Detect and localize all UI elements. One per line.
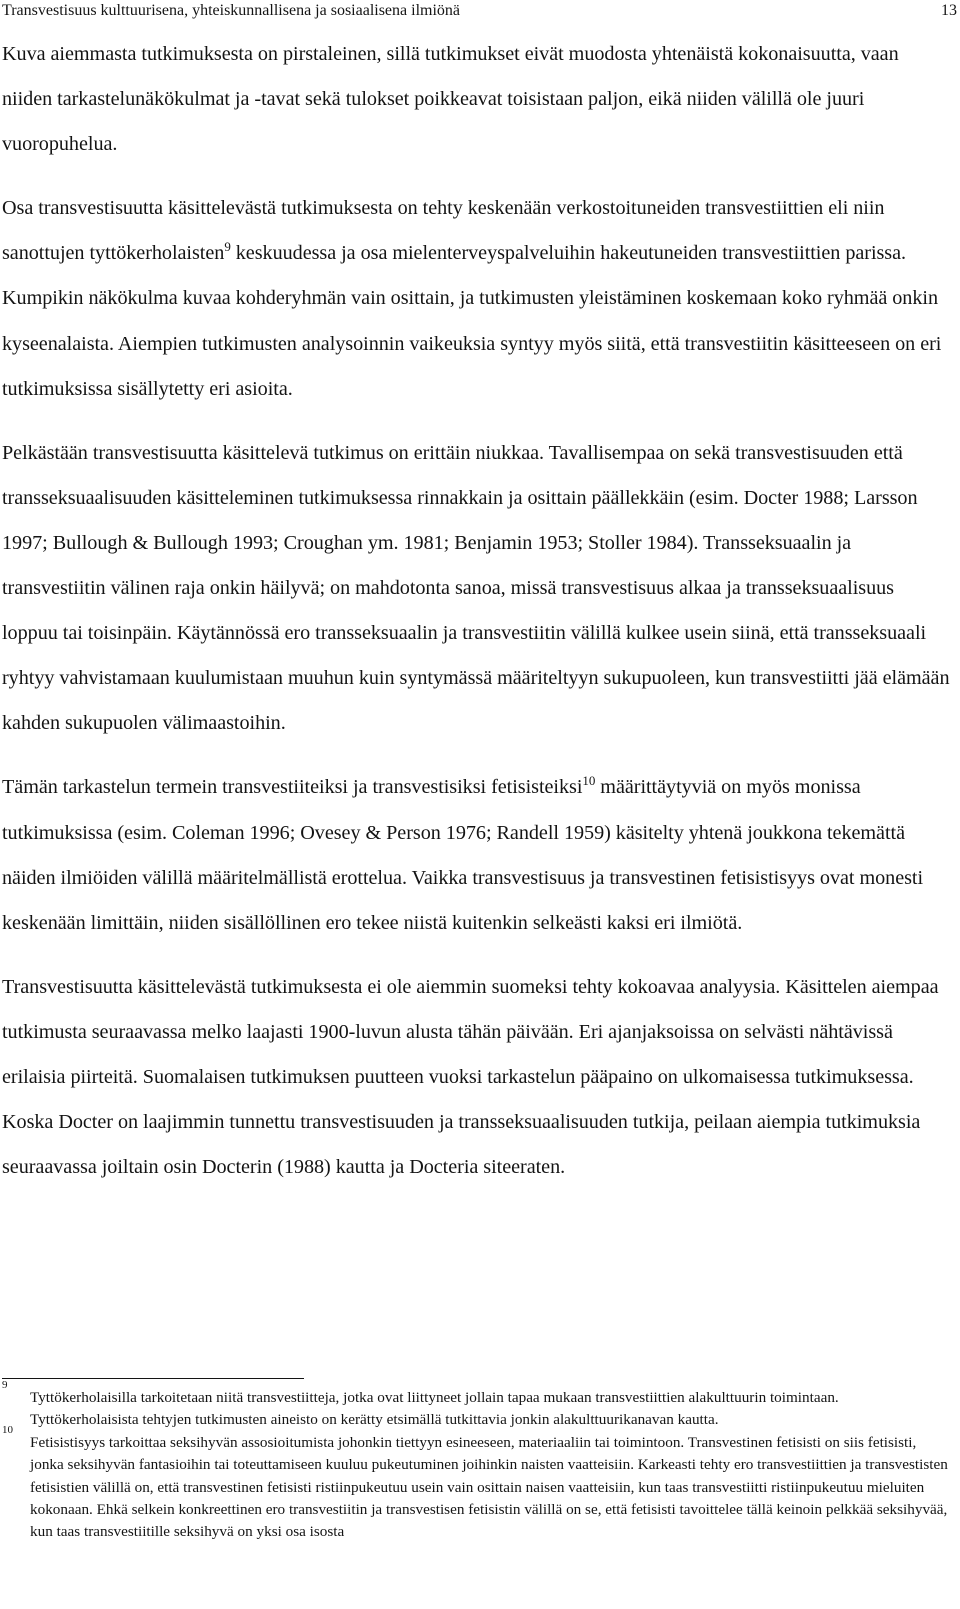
paragraph: Kuva aiemmasta tutkimuksesta on pirstaleinen, sillä tutkimukset eivät muodosta yhtenäistä kokonaisuutta, vaan niiden tarkastelunäkökulmat ja -tavat sekä tulokset poikkeavat toisistaan paljon, eikä niiden välillä ole juuri vuoropuhelua. <box>2 43 899 156</box>
footnote-number: 10 <box>2 1423 13 1436</box>
footnote-separator <box>2 1378 304 1379</box>
paragraph: Pelkästään transvestisuutta käsittelevä tutkimus on erittäin niukkaa. Tavallisempaa on sekä transvestisuuden että transseksuaalisuuden käsitteleminen tutkimuksessa rinnakkain ja osittain päällekkäin (esim. Docter 1988; Larsson 1997; Bullough & Bullough 1993; Croughan ym. 1981; Benjamin 1953; Stoller 1984). Transseksuaalin ja transvestiitin välinen raja onkin häilyvä; on mahdotonta sanoa, missä transvestisuus alkaa ja transseksuaalisuus loppuu tai toisinpäin. Käytännössä ero transseksuaalin ja transvestiitin välillä kulkee usein siinä, että transseksuaali ryhtyy vahvistamaan kuulumistaan muuhun kuin syntymässä määriteltyyn sukupuoleen, kun transvestiitti jää elämään kahden sukupuolen välimaastoihin. <box>2 441 950 735</box>
footnote <box>0 1423 950 1544</box>
paragraph-text: keskuudessa ja osa mielenterveyspalveluihin hakeutuneiden transvestiittien parissa. Kumpikin näkökulma kuvaa kohderyhmän vain osittain, ja tutkimusten yleistäminen koskemaan koko ryhmää onkin kyseenalaista. Aiempien tutkimusten analysoinnin vaikeuksia syntyy myös siitä, että transvestiitin käsitteeseen on eri tutkimuksissa sisällytetty eri asioita. <box>2 242 942 400</box>
paragraph-text: määrittäytyviä on myös monissa tutkimuksissa (esim. Coleman 1996; Ovesey & Person 1976; Randell 1959) käsitelty yhtenä joukkona tekemättä näiden ilmiöiden välillä määritelmällistä erottelua. Vaikka transvestisuus ja transvestinen fetisistisyys ovat monesti keskenään limittäin, niiden sisällöllinen ero tekee niistä kuitenkin selkeästi kaksi eri ilmiötä. <box>2 776 924 934</box>
running-title: Transvestisuus kulttuurisena, yhteiskunnallisena ja sosiaalisena ilmiönä <box>2 2 461 19</box>
footnote-number: 9 <box>2 1379 8 1391</box>
paragraph <box>2 186 952 411</box>
page-header <box>0 0 960 24</box>
paragraph: Transvestisuutta käsittelevästä tutkimuksesta ei ole aiemmin suomeksi tehty kokoavaa analyysia. Käsittelen aiempaa tutkimusta seuraavassa melko laajasti 1900-luvun alusta tähän päivään. Eri ajanjaksoissa on selvästi nähtävissä erilaisia piirteitä. Suomalaisen tutkimuksen puutteen vuoksi tarkastelun pääpaino on ulkomaisessa tutkimuksessa. Koska Docter on laajimmin tunnettu transvestisuuden ja transseksuaalisuuden tutkija, peilaan aiempia tutkimuksia seuraavassa joiltain osin Docterin (1988) kautta ja Docteria siteeraten. <box>2 975 939 1179</box>
page-number: 13 <box>941 2 957 19</box>
footnote-text: Tyttökerholaisilla tarkoitetaan niitä transvestiitteja, jotka ovat liittyneet jollain tapaa mukaan transvestiittien alakulttuurin toimintaan. Tyttökerholaisista tehtyjen tutkimusten aineisto on kerätty etsimällä tutkittavia jonkin alakulttuurikanavan kautta. <box>30 1389 839 1429</box>
footnote <box>0 1379 950 1432</box>
footnote-text: Fetisistisyys tarkoittaa seksihyvän assosioitumista johonkin tiettyyn esineeseen, materiaaliin tai toimintoon. Transvestinen fetisisti on siis fetisisti, jonka seksihyvän fantasioihin tai toteuttamiseen kuuluu pukeutuminen joihinkin naisten vaatteisiin. Karkeasti tehty ero transvestiittien ja transvestisten fetisistien välillä on, että transvestinen fetisisti ristiinpukeutuu usein vain osittain naisen vaatteisiin, kun taas transvestiitti ristiinpukeutuu mieluiten kokonaan. Ehkä selkein konkreettinen ero transvestiitin ja transvestisen fetisistin välillä on se, että fetisisti tavoittelee tällä keinoin pelkkää seksihyvää, kun taas transvestiitille seksihyvä on yksi osa isosta <box>30 1433 948 1541</box>
footnotes <box>0 1379 960 1544</box>
paragraph-text: Osa transvestisuutta käsittelevästä tutkimuksesta on tehty keskenään verkostoituneiden transvestiittien eli niin sanottujen tyttökerholaisten <box>2 197 885 265</box>
footnote-reference: 10 <box>582 773 596 789</box>
footnote-reference: 9 <box>224 239 231 255</box>
main-text <box>2 32 952 1209</box>
paragraph <box>2 765 952 945</box>
paragraph-text: Tämän tarkastelun termein transvestiiteiksi ja transvestisiksi fetisisteiksi <box>2 776 583 799</box>
